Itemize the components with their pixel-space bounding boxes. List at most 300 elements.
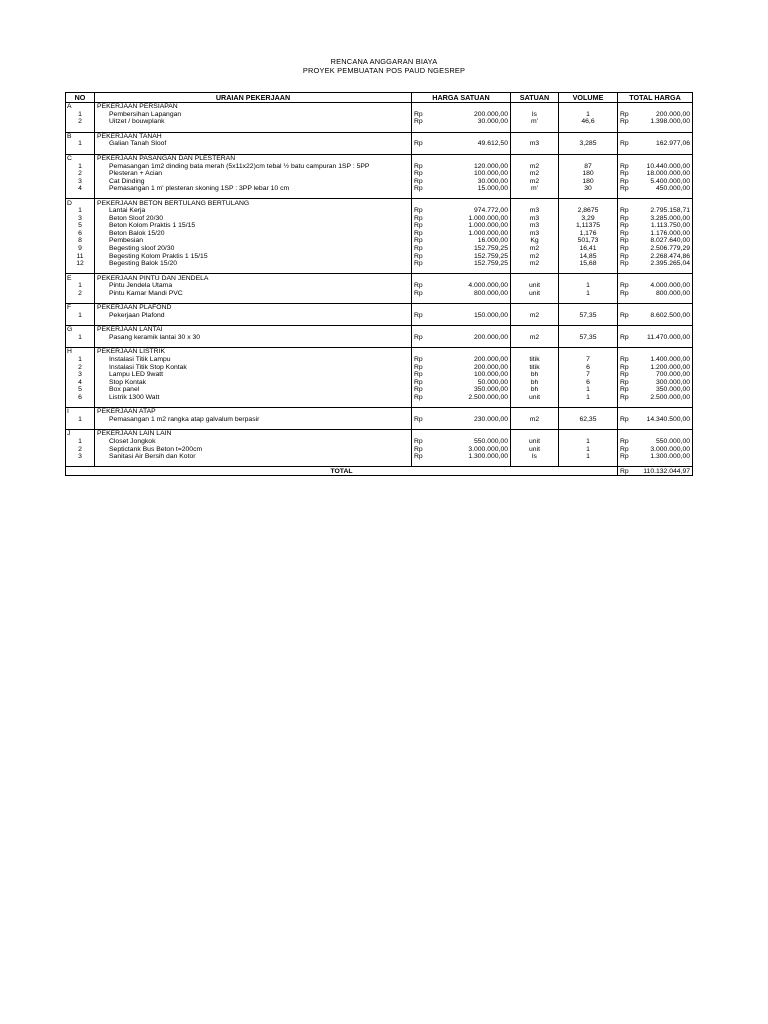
item-price-currency-text: Rp — [414, 245, 423, 253]
item-unit-price-text: 350.000,00 — [473, 386, 508, 394]
item-volume — [559, 177, 618, 185]
item-price-currency — [412, 118, 431, 126]
item-unit-price — [431, 438, 511, 446]
item-volume — [559, 207, 618, 215]
item-unit-price-text: 100.000,00 — [473, 170, 508, 178]
section-empty — [635, 326, 693, 334]
item-unit-text: unit — [529, 282, 540, 290]
item-price-currency-text: Rp — [414, 363, 423, 371]
table-row — [66, 207, 693, 215]
item-total-price — [635, 445, 693, 453]
item-unit — [511, 118, 559, 126]
item-total-currency-text: Rp — [620, 289, 629, 297]
item-price-currency — [412, 237, 431, 245]
item-unit-price — [431, 111, 511, 119]
item-price-currency-text: Rp — [414, 386, 423, 394]
section-name — [95, 103, 412, 111]
section-row — [66, 326, 693, 334]
item-description-text: Galian Tanah Sloof — [109, 140, 167, 148]
table-row — [66, 445, 693, 453]
item-description — [95, 170, 412, 178]
table-row — [66, 371, 693, 379]
section-empty — [511, 154, 559, 162]
item-price-currency-text: Rp — [414, 445, 423, 453]
item-unit — [511, 289, 559, 297]
item-total-currency — [618, 215, 635, 223]
item-total-currency — [618, 162, 635, 170]
section-code — [66, 274, 95, 282]
item-total-currency — [618, 170, 635, 178]
item-total-currency-text: Rp — [620, 207, 629, 215]
item-total-currency — [618, 356, 635, 364]
table-row — [66, 118, 693, 126]
item-volume-text: 14,85 — [579, 252, 597, 260]
table-row — [66, 252, 693, 260]
item-description — [95, 312, 412, 320]
item-unit-text: Kg — [530, 237, 539, 245]
item-total-currency-text: Rp — [620, 356, 629, 364]
item-total-currency — [618, 445, 635, 453]
item-volume-text: 30 — [584, 185, 592, 193]
item-no — [66, 394, 95, 402]
item-total-price — [635, 222, 693, 230]
item-unit-price-text: 1.000.000,00 — [468, 214, 508, 222]
item-unit-text: m3 — [529, 214, 540, 222]
item-description-text: Pemasangan 1 m' plesteran skoning 1SP : 3PP lebar 10 cm — [109, 185, 290, 193]
section-empty — [431, 274, 511, 282]
section-empty — [635, 430, 693, 438]
item-volume — [559, 282, 618, 290]
item-total-price-text: 10.440.000,00 — [646, 162, 691, 170]
item-unit — [511, 371, 559, 379]
item-unit-price — [431, 378, 511, 386]
section-empty — [618, 103, 635, 111]
item-total-price — [635, 363, 693, 371]
budget-table — [65, 92, 693, 476]
header-no: NO — [66, 93, 95, 103]
item-price-currency — [412, 222, 431, 230]
item-price-currency — [412, 445, 431, 453]
item-description-text: Listrik 1300 Watt — [109, 393, 160, 401]
item-total-price — [635, 282, 693, 290]
item-no — [66, 111, 95, 119]
item-price-currency — [412, 140, 431, 148]
item-volume-text: 62,35 — [579, 415, 597, 423]
grand-total-value-text: 110.132.044,97 — [643, 467, 691, 475]
item-unit — [511, 177, 559, 185]
item-unit-price — [431, 252, 511, 260]
item-unit-price-text: 974.772,00 — [473, 207, 508, 215]
section-name-text: PEKERJAAN PASANGAN DAN PLESTERAN — [97, 155, 236, 162]
item-no — [66, 378, 95, 386]
item-unit-price-text: 1.300.000,00 — [468, 453, 508, 461]
item-description — [95, 185, 412, 193]
item-description-text: Beton Kolom Praktis 1 15/15 — [109, 222, 196, 230]
item-description-text: Pintu Jendela Utama — [109, 282, 173, 290]
section-empty — [559, 326, 618, 334]
item-price-currency-text: Rp — [414, 371, 423, 379]
item-total-currency-text: Rp — [620, 453, 629, 461]
item-total-currency-text: Rp — [620, 162, 629, 170]
item-no-text: 2 — [78, 445, 82, 453]
item-unit-price-text: 50.000,00 — [477, 378, 508, 386]
item-volume-text: 7 — [586, 356, 590, 364]
item-total-price-text: 11.470.000,00 — [647, 333, 691, 341]
item-price-currency — [412, 356, 431, 364]
section-empty — [431, 103, 511, 111]
table-row — [66, 282, 693, 290]
item-price-currency-text: Rp — [414, 333, 423, 341]
item-description — [95, 453, 412, 461]
item-total-price — [635, 111, 693, 119]
item-price-currency — [412, 334, 431, 342]
item-description-text: Instalasi Titik Stop Kontak — [109, 363, 187, 371]
item-unit-price — [431, 215, 511, 223]
item-no — [66, 363, 95, 371]
item-total-currency-text: Rp — [620, 445, 629, 453]
item-total-price-text: 300.000,00 — [655, 378, 691, 386]
section-empty — [559, 408, 618, 416]
item-total-price — [635, 118, 693, 126]
item-price-currency — [412, 170, 431, 178]
item-volume-text: 1 — [586, 393, 590, 401]
item-total-price — [635, 378, 693, 386]
section-name-text: PEKERJAAN LAIN LAIN — [97, 430, 172, 438]
item-unit-price-text: 152.759,25 — [473, 252, 508, 260]
item-price-currency — [412, 245, 431, 253]
table-row — [66, 140, 693, 148]
item-total-price-text: 3.000.000,00 — [650, 445, 691, 453]
item-total-price — [635, 386, 693, 394]
item-unit-price-text: 200.000,00 — [473, 356, 508, 364]
section-name-text: PEKERJAAN PLAFOND — [97, 304, 172, 312]
item-no — [66, 416, 95, 424]
item-description — [95, 260, 412, 268]
item-total-currency-text: Rp — [620, 110, 629, 118]
item-price-currency-text: Rp — [414, 177, 423, 185]
item-unit-price — [431, 260, 511, 268]
item-unit — [511, 111, 559, 119]
item-total-currency — [618, 177, 635, 185]
item-unit-price-text: 4.000.000,00 — [468, 282, 508, 290]
item-description — [95, 394, 412, 402]
item-total-price — [635, 237, 693, 245]
item-volume-text: 1 — [586, 110, 590, 118]
item-unit-price — [431, 185, 511, 193]
item-unit — [511, 140, 559, 148]
table-row — [66, 438, 693, 446]
section-code-text: D — [67, 199, 72, 207]
item-unit — [511, 282, 559, 290]
section-empty — [511, 274, 559, 282]
section-empty — [635, 132, 693, 140]
item-price-currency-text: Rp — [414, 207, 423, 215]
item-no-text: 2 — [78, 118, 82, 126]
item-total-currency-text: Rp — [620, 245, 629, 253]
item-unit — [511, 363, 559, 371]
table-row — [66, 170, 693, 178]
section-code — [66, 304, 95, 312]
item-volume-text: 1 — [586, 437, 590, 445]
item-unit-price — [431, 334, 511, 342]
item-no — [66, 260, 95, 268]
item-no-text: 8 — [78, 237, 82, 245]
item-total-price — [635, 177, 693, 185]
item-volume-text: 1 — [586, 445, 590, 453]
item-unit-text: m' — [531, 185, 538, 193]
item-volume-text: 1 — [586, 289, 590, 297]
item-total-price-text: 18.000.000,00 — [646, 170, 691, 178]
item-total-currency — [618, 282, 635, 290]
item-volume — [559, 356, 618, 364]
item-unit-price — [431, 453, 511, 461]
item-unit-text: m2 — [529, 415, 540, 423]
item-unit-text: m3 — [529, 207, 540, 215]
section-name — [95, 199, 412, 207]
item-unit-text: m2 — [529, 245, 540, 253]
section-name — [95, 154, 412, 162]
item-total-price-text: 8.602.500,00 — [650, 311, 691, 319]
item-no-text: 5 — [78, 222, 82, 230]
item-unit-text: bh — [530, 371, 539, 379]
table-row — [66, 453, 693, 461]
item-total-price-text: 2.395.265,04 — [650, 260, 691, 268]
item-no-text: 5 — [78, 386, 82, 394]
header-satuan: SATUAN — [511, 93, 559, 103]
item-unit-text: m3 — [529, 229, 540, 237]
item-no-text: 1 — [78, 140, 82, 148]
item-description — [95, 416, 412, 424]
item-total-price — [635, 356, 693, 364]
item-unit-text: m2 — [529, 177, 540, 185]
item-unit-text: m3 — [529, 140, 540, 148]
section-empty — [559, 132, 618, 140]
item-price-currency-text: Rp — [414, 229, 423, 237]
item-no-text: 3 — [78, 177, 82, 185]
item-no — [66, 356, 95, 364]
item-total-price — [635, 438, 693, 446]
item-unit-price-text: 100.000,00 — [473, 371, 508, 379]
item-no — [66, 334, 95, 342]
item-volume-text: 6 — [586, 363, 590, 371]
item-total-price — [635, 230, 693, 238]
item-price-currency — [412, 260, 431, 268]
item-description-text: Begesting sloof 20/30 — [109, 245, 175, 253]
item-unit — [511, 438, 559, 446]
section-empty — [618, 132, 635, 140]
item-total-currency-text: Rp — [620, 363, 629, 371]
item-no — [66, 386, 95, 394]
item-unit-price-text: 800.000,00 — [473, 289, 508, 297]
item-no — [66, 282, 95, 290]
item-price-currency — [412, 185, 431, 193]
item-volume-text: 46,6 — [581, 118, 595, 126]
item-unit — [511, 453, 559, 461]
item-description-text: Plesteran + Acian — [109, 170, 163, 178]
item-price-currency — [412, 177, 431, 185]
section-row — [66, 154, 693, 162]
item-total-price — [635, 245, 693, 253]
item-price-currency-text: Rp — [414, 162, 423, 170]
item-volume-text: 1 — [586, 282, 590, 290]
section-empty — [559, 103, 618, 111]
item-volume — [559, 371, 618, 379]
item-price-currency-text: Rp — [414, 289, 423, 297]
item-total-currency — [618, 207, 635, 215]
item-description — [95, 207, 412, 215]
item-volume — [559, 416, 618, 424]
item-unit-text: m' — [531, 118, 538, 126]
item-description-text: Stop Kontak — [109, 378, 147, 386]
item-total-price — [635, 334, 693, 342]
section-empty — [412, 348, 431, 356]
item-no — [66, 162, 95, 170]
item-unit — [511, 245, 559, 253]
section-code — [66, 348, 95, 356]
section-empty — [511, 430, 559, 438]
item-price-currency-text: Rp — [414, 453, 423, 461]
item-price-currency-text: Rp — [414, 140, 423, 148]
item-unit-text: unit — [529, 445, 540, 453]
section-empty — [635, 408, 693, 416]
item-description-text: Pasang keramik lantai 30 x 30 — [109, 333, 201, 341]
item-unit-price-text: 550.000,00 — [473, 437, 508, 445]
item-price-currency — [412, 312, 431, 320]
item-no — [66, 185, 95, 193]
item-total-price-text: 1.200.000,00 — [650, 363, 691, 371]
table-row — [66, 215, 693, 223]
item-price-currency — [412, 162, 431, 170]
section-empty — [618, 408, 635, 416]
item-unit-price — [431, 282, 511, 290]
item-unit-text: m2 — [529, 170, 540, 178]
item-total-price — [635, 162, 693, 170]
item-volume-text: 57,35 — [579, 333, 597, 341]
item-total-currency — [618, 312, 635, 320]
section-empty — [431, 430, 511, 438]
section-code-text: J — [67, 430, 71, 438]
item-total-currency — [618, 140, 635, 148]
item-total-currency — [618, 334, 635, 342]
section-name — [95, 408, 412, 416]
item-description-text: Box panel — [109, 386, 140, 394]
item-price-currency-text: Rp — [414, 311, 423, 319]
table-header-row — [66, 93, 693, 103]
section-empty — [412, 274, 431, 282]
item-total-price-text: 162.977,06 — [655, 140, 691, 148]
section-empty — [431, 199, 511, 207]
item-total-currency — [618, 222, 635, 230]
section-name-text: PEKERJAAN BETON BERTULANG BERTULANG — [97, 199, 250, 207]
item-unit — [511, 394, 559, 402]
item-no-text: 4 — [78, 185, 82, 193]
item-description-text: Pemasangan 1m2 dinding bata merah (5x11x22)cm tebal ½ batu campuran 1SP : 5PP — [109, 162, 370, 170]
item-unit-price — [431, 222, 511, 230]
item-volume-text: 3,29 — [581, 214, 595, 222]
item-description — [95, 282, 412, 290]
item-unit — [511, 416, 559, 424]
item-price-currency-text: Rp — [414, 437, 423, 445]
item-no-text: 1 — [78, 282, 82, 290]
section-code — [66, 408, 95, 416]
item-price-currency — [412, 363, 431, 371]
item-total-price-text: 800.000,00 — [655, 289, 691, 297]
section-name — [95, 326, 412, 334]
item-description-text: Closet Jongkok — [109, 437, 156, 445]
item-unit — [511, 378, 559, 386]
grand-total-value — [635, 467, 693, 476]
item-unit-price — [431, 237, 511, 245]
item-description-text: Cat Dinding — [109, 177, 145, 185]
item-total-price — [635, 185, 693, 193]
item-unit-price-text: 152.759,25 — [473, 260, 508, 268]
item-unit — [511, 334, 559, 342]
item-price-currency-text: Rp — [414, 415, 423, 423]
item-total-currency — [618, 185, 635, 193]
item-total-price-text: 550.000,00 — [655, 437, 691, 445]
item-unit — [511, 230, 559, 238]
item-price-currency — [412, 394, 431, 402]
item-price-currency-text: Rp — [414, 260, 423, 268]
section-row — [66, 304, 693, 312]
item-volume-text: 180 — [582, 170, 594, 178]
item-total-currency — [618, 118, 635, 126]
item-total-price-text: 1.398.000,00 — [650, 118, 691, 126]
section-code-text: B — [67, 132, 72, 140]
section-row — [66, 348, 693, 356]
item-description-text: Begesting Kolom Praktis 1 15/15 — [109, 252, 208, 260]
item-total-currency-text: Rp — [620, 393, 629, 401]
document-titles — [0, 57, 768, 75]
item-unit-price — [431, 445, 511, 453]
item-no — [66, 371, 95, 379]
table-row — [66, 356, 693, 364]
item-volume-text: 15,68 — [579, 260, 597, 268]
section-empty — [618, 274, 635, 282]
item-description-text: Lampu LED 9watt — [109, 371, 164, 379]
section-empty — [412, 199, 431, 207]
item-price-currency — [412, 111, 431, 119]
item-no-text: 4 — [78, 378, 82, 386]
item-volume-text: 3,285 — [579, 140, 597, 148]
table-row — [66, 162, 693, 170]
item-volume — [559, 237, 618, 245]
item-description — [95, 371, 412, 379]
item-total-price — [635, 312, 693, 320]
section-empty — [559, 274, 618, 282]
item-no — [66, 438, 95, 446]
item-no-text: 3 — [78, 453, 82, 461]
item-description — [95, 118, 412, 126]
table-row — [66, 222, 693, 230]
section-empty — [618, 199, 635, 207]
item-no-text: 11 — [76, 252, 84, 260]
document-title: RENCANA ANGGARAN BIAYA — [330, 57, 438, 66]
item-no-text: 2 — [78, 170, 82, 178]
header-volume: VOLUME — [559, 93, 618, 103]
item-price-currency — [412, 207, 431, 215]
item-price-currency — [412, 289, 431, 297]
item-total-currency-text: Rp — [620, 237, 629, 245]
section-empty — [618, 326, 635, 334]
item-total-currency — [618, 230, 635, 238]
section-code — [66, 154, 95, 162]
item-total-currency — [618, 237, 635, 245]
item-total-currency — [618, 453, 635, 461]
item-no-text: 2 — [78, 289, 82, 297]
item-unit-text: unit — [529, 393, 540, 401]
item-unit-text: bh — [530, 386, 539, 394]
